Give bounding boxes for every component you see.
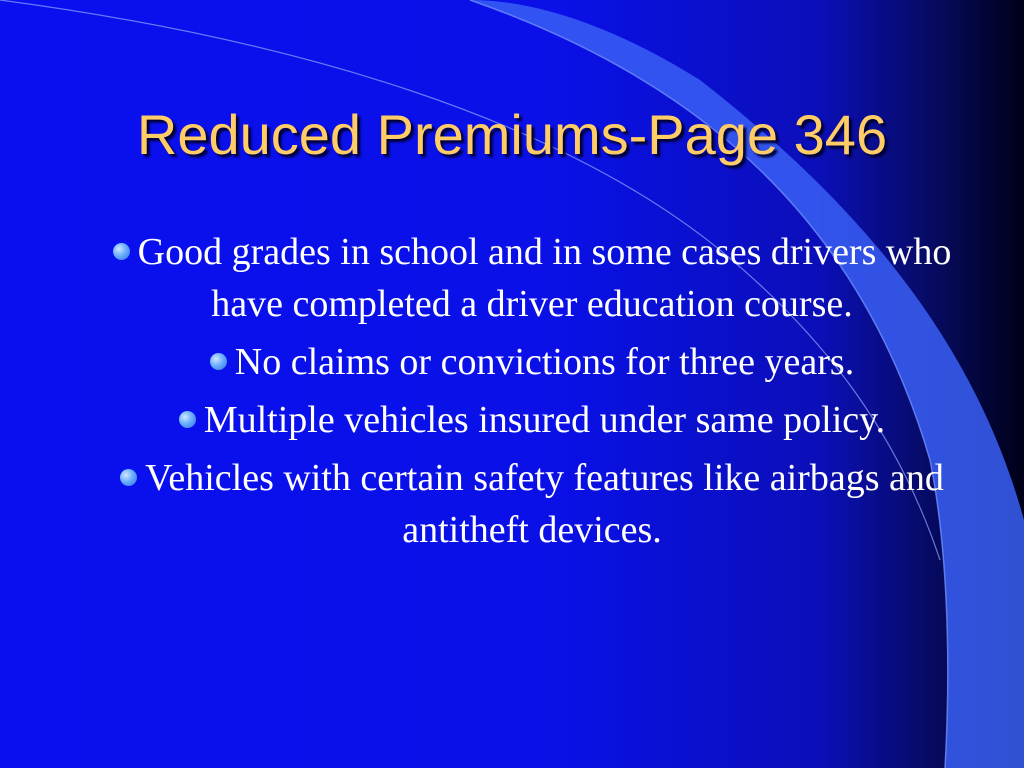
bullet-item	[112, 394, 952, 446]
slide-title: Reduced Premiums-Page 346	[136, 103, 888, 166]
bullet-text: Vehicles with certain safety features like airbags and antitheft devices.	[145, 457, 944, 551]
bullet-item	[112, 452, 952, 556]
bullet-item	[112, 226, 952, 330]
bullet-list	[112, 226, 952, 556]
slide-body	[112, 226, 952, 562]
bullet-dot-icon	[210, 353, 227, 370]
bullet-text: Multiple vehicles insured under same policy.	[203, 399, 886, 441]
bullet-dot-icon	[113, 243, 130, 260]
bullet-dot-icon	[120, 469, 137, 486]
bullet-text: Good grades in school and in some cases drivers who have completed a driver education course.	[137, 231, 952, 325]
bullet-item	[112, 336, 952, 388]
bullet-dot-icon	[179, 411, 196, 428]
bullet-text: No claims or convictions for three years.	[234, 341, 855, 383]
